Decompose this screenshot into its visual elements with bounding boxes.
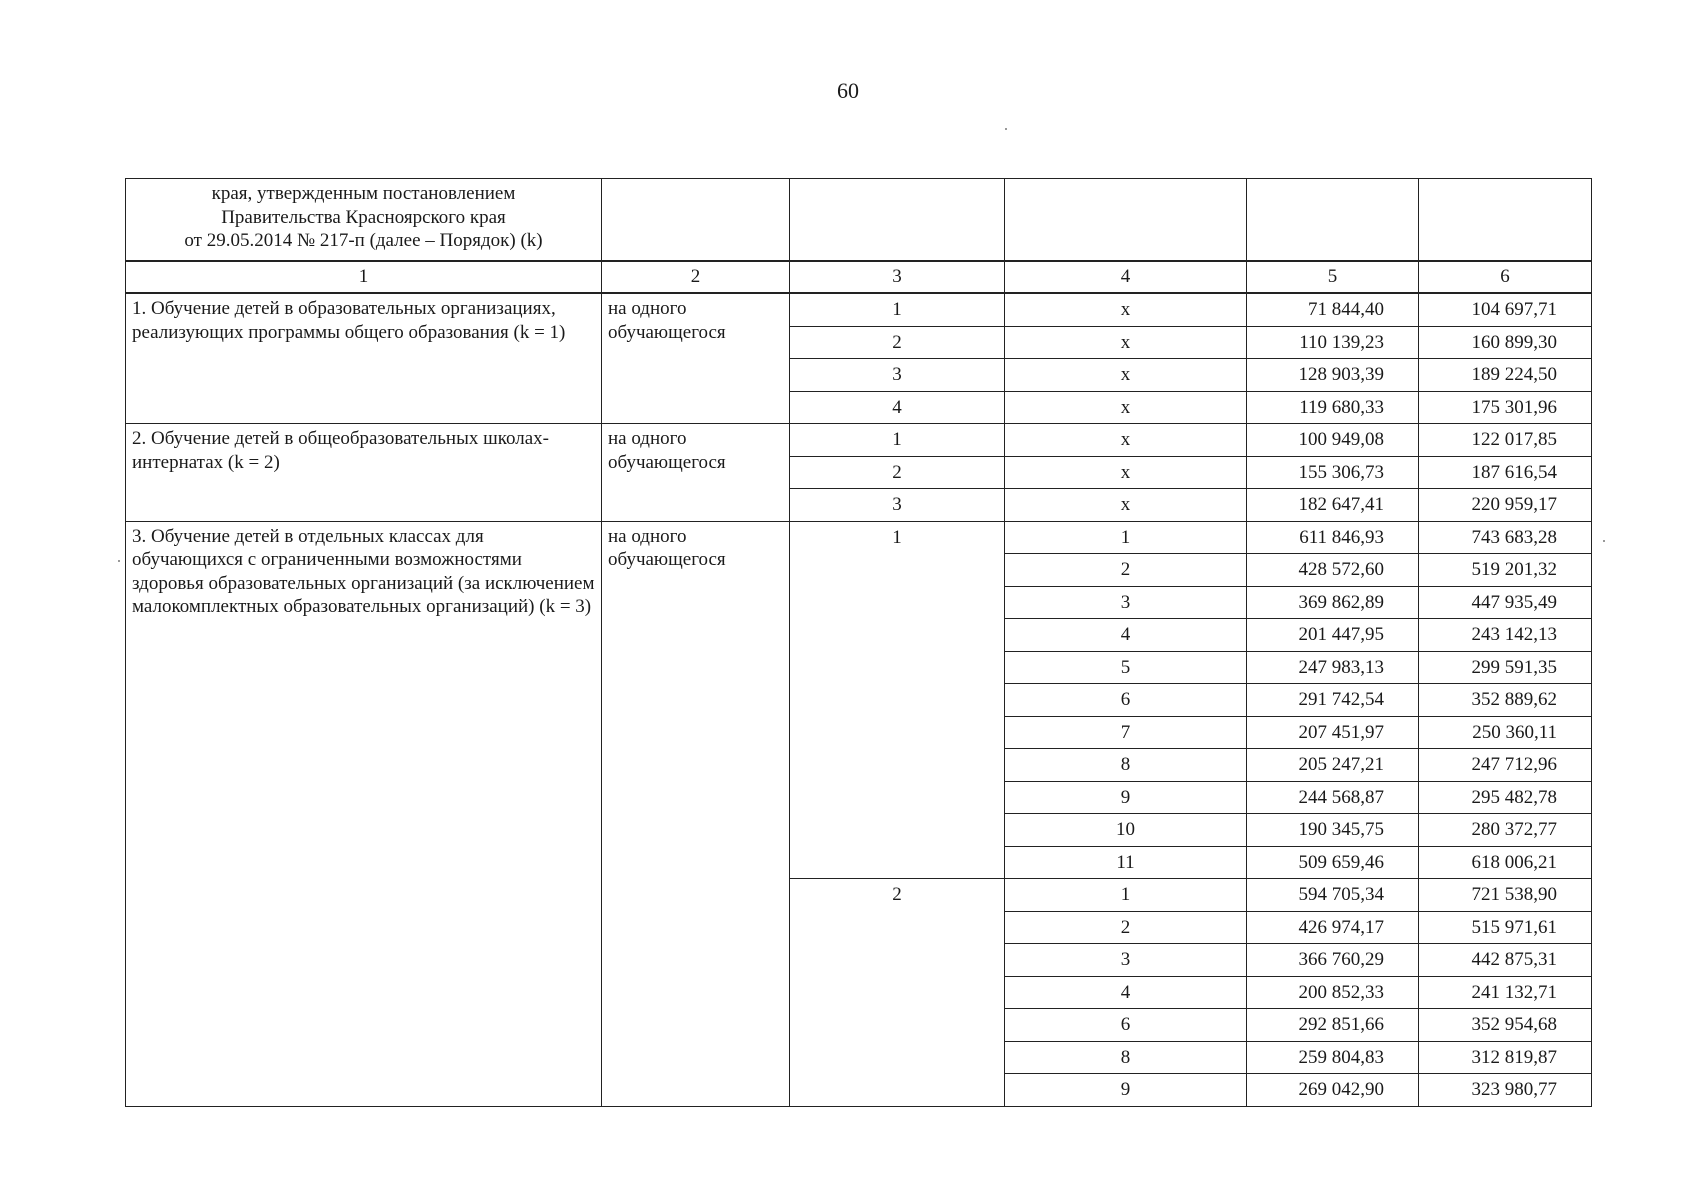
col4-value: х: [1005, 391, 1247, 424]
col5-value: 292 851,66: [1247, 1009, 1419, 1042]
row-unit: на одного обучающегося: [602, 293, 790, 424]
col6-value: 743 683,28: [1419, 521, 1592, 554]
col5-value: 366 760,29: [1247, 944, 1419, 977]
col3-value: 1: [790, 521, 1005, 879]
header-line-2: Правительства Красноярского края: [221, 206, 506, 228]
col5-value: 71 844,40: [1247, 293, 1419, 326]
row-description: 2. Обучение детей в общеобразовательных школах-интернатах (k = 2): [126, 424, 602, 522]
col3-value: 4: [790, 391, 1005, 424]
col5-value: 200 852,33: [1247, 976, 1419, 1009]
col5-value: 100 949,08: [1247, 424, 1419, 457]
col4-value: х: [1005, 326, 1247, 359]
col5-value: 594 705,34: [1247, 879, 1419, 912]
col3-value: 2: [790, 326, 1005, 359]
row-unit: на одного обучающегося: [602, 521, 790, 1106]
col4-value: 9: [1005, 781, 1247, 814]
scan-speck: [118, 560, 120, 562]
header-empty-cell: [602, 179, 790, 262]
header-empty-cell: [1005, 179, 1247, 262]
col4-value: х: [1005, 424, 1247, 457]
col6-value: 175 301,96: [1419, 391, 1592, 424]
table-row: [126, 424, 1592, 457]
col4-value: 4: [1005, 619, 1247, 652]
col5-value: 155 306,73: [1247, 456, 1419, 489]
col5-value: 426 974,17: [1247, 911, 1419, 944]
col3-value: 3: [790, 489, 1005, 522]
col4-value: 7: [1005, 716, 1247, 749]
col6-value: 295 482,78: [1419, 781, 1592, 814]
col4-value: 8: [1005, 749, 1247, 782]
col3-value: 1: [790, 293, 1005, 326]
col5-value: 119 680,33: [1247, 391, 1419, 424]
col6-value: 352 889,62: [1419, 684, 1592, 717]
col4-value: х: [1005, 489, 1247, 522]
col4-value: 1: [1005, 521, 1247, 554]
header-empty-cell: [1247, 179, 1419, 262]
col4-value: 6: [1005, 1009, 1247, 1042]
col6-value: 442 875,31: [1419, 944, 1592, 977]
col4-value: 8: [1005, 1041, 1247, 1074]
column-number: 6: [1419, 261, 1592, 293]
col5-value: 110 139,23: [1247, 326, 1419, 359]
col6-value: 160 899,30: [1419, 326, 1592, 359]
scan-speck: [1603, 540, 1605, 542]
col4-value: х: [1005, 456, 1247, 489]
col6-value: 515 971,61: [1419, 911, 1592, 944]
col3-value: 1: [790, 424, 1005, 457]
col4-value: 6: [1005, 684, 1247, 717]
column-number: 2: [602, 261, 790, 293]
col5-value: 207 451,97: [1247, 716, 1419, 749]
col5-value: 291 742,54: [1247, 684, 1419, 717]
col6-value: 241 132,71: [1419, 976, 1592, 1009]
header-line-3: от 29.05.2014 № 217-п (далее – Порядок) (k): [184, 230, 543, 251]
row-unit: на одного обучающегося: [602, 424, 790, 522]
col3-value: 2: [790, 879, 1005, 1107]
col5-value: 205 247,21: [1247, 749, 1419, 782]
col6-value: 312 819,87: [1419, 1041, 1592, 1074]
col6-value: 250 360,11: [1419, 716, 1592, 749]
col4-value: х: [1005, 359, 1247, 392]
col4-value: 3: [1005, 944, 1247, 977]
col6-value: 104 697,71: [1419, 293, 1592, 326]
row-description: 1. Обучение детей в образовательных организациях, реализующих программы общего образования (k = 1): [126, 293, 602, 424]
header-description-cell: [126, 179, 602, 262]
col5-value: 369 862,89: [1247, 586, 1419, 619]
col5-value: 244 568,87: [1247, 781, 1419, 814]
scan-speck: [1005, 128, 1007, 130]
col6-value: 352 954,68: [1419, 1009, 1592, 1042]
table-row: [126, 293, 1592, 326]
cost-table: [125, 178, 1592, 1107]
col6-value: 721 538,90: [1419, 879, 1592, 912]
col5-value: 269 042,90: [1247, 1074, 1419, 1107]
col6-value: 187 616,54: [1419, 456, 1592, 489]
col5-value: 201 447,95: [1247, 619, 1419, 652]
col5-value: 509 659,46: [1247, 846, 1419, 879]
col6-value: 189 224,50: [1419, 359, 1592, 392]
col4-value: 2: [1005, 911, 1247, 944]
col5-value: 428 572,60: [1247, 554, 1419, 587]
col5-value: 259 804,83: [1247, 1041, 1419, 1074]
header-row: [126, 179, 1592, 262]
col3-value: 3: [790, 359, 1005, 392]
col4-value: 3: [1005, 586, 1247, 619]
col4-value: 4: [1005, 976, 1247, 1009]
row-description: 3. Обучение детей в отдельных классах для обучающихся с ограниченными возможностями здоровья образовательных организаций (за исключением малокомплектных образовательных организаций) (k = 3): [126, 521, 602, 1106]
col6-value: 280 372,77: [1419, 814, 1592, 847]
col6-value: 323 980,77: [1419, 1074, 1592, 1107]
col6-value: 519 201,32: [1419, 554, 1592, 587]
column-number: 1: [126, 261, 602, 293]
col6-value: 122 017,85: [1419, 424, 1592, 457]
col4-value: 10: [1005, 814, 1247, 847]
col4-value: 9: [1005, 1074, 1247, 1107]
col6-value: 220 959,17: [1419, 489, 1592, 522]
col5-value: 182 647,41: [1247, 489, 1419, 522]
column-number: 4: [1005, 261, 1247, 293]
column-number: 5: [1247, 261, 1419, 293]
col4-value: х: [1005, 293, 1247, 326]
col6-value: 618 006,21: [1419, 846, 1592, 879]
col5-value: 190 345,75: [1247, 814, 1419, 847]
col4-value: 1: [1005, 879, 1247, 912]
header-empty-cell: [1419, 179, 1592, 262]
col4-value: 2: [1005, 554, 1247, 587]
page-number: 60: [837, 78, 859, 103]
header-empty-cell: [790, 179, 1005, 262]
col6-value: 247 712,96: [1419, 749, 1592, 782]
col5-value: 247 983,13: [1247, 651, 1419, 684]
col5-value: 611 846,93: [1247, 521, 1419, 554]
column-number-row: [126, 261, 1592, 293]
col5-value: 128 903,39: [1247, 359, 1419, 392]
col4-value: 5: [1005, 651, 1247, 684]
header-line-1: края, утвержденным постановлением: [211, 183, 516, 204]
col6-value: 299 591,35: [1419, 651, 1592, 684]
table-row: [126, 521, 1592, 554]
col4-value: 11: [1005, 846, 1247, 879]
col6-value: 243 142,13: [1419, 619, 1592, 652]
column-number: 3: [790, 261, 1005, 293]
col3-value: 2: [790, 456, 1005, 489]
col6-value: 447 935,49: [1419, 586, 1592, 619]
